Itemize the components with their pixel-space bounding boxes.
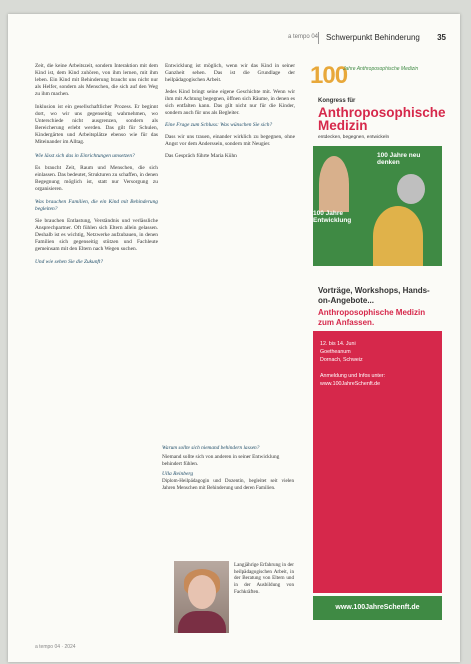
page-number: 35 — [437, 33, 446, 42]
photo-shirt — [178, 611, 226, 633]
ad-info-line: Dornach, Schweiz — [320, 357, 363, 363]
text-column-1 — [35, 63, 158, 271]
interview-question: Was brauchen Familien, die ein Kind mit Behinderung begleiten? — [35, 198, 158, 212]
person-photo-1 — [319, 156, 349, 212]
ad-offer: Vorträge, Workshops, Hands-on-Angebote... — [318, 286, 430, 305]
paragraph: Dass wir uns trauen, einander wirklich zu begegnen, ohne Angst vor dem Anderssein, sondern mit Neugier. — [165, 134, 295, 148]
infobox-question: Warum sollte sich niemand behindern lassen? — [162, 445, 260, 451]
advertisement — [298, 54, 446, 654]
ad-claim: Anthroposophische Medizin zum Anfassen. — [318, 308, 426, 327]
ad-info-line: www.100JahreSchenft.de — [320, 381, 381, 387]
paragraph: Sie brauchen Entlastung, Verständnis und verlässliche Ansprechpartner. Oft fühlen sich Eltern allein gelassen. Deshalb ist es wichtig, Netzwerke aufzubauen, in denen Familien sich gegenseitig stützen und Fachleute gemeinsam mit den Eltern nach Wegen suchen. — [35, 217, 158, 253]
ad-years-top: 100 Jahre neu denken — [377, 152, 421, 166]
ad-info-line: Anmeldung und Infos unter: — [320, 373, 386, 379]
interview-question: Wie lässt sich das in Einrichtungen umsetzen? — [35, 152, 135, 159]
author-infobox — [162, 445, 294, 645]
running-header — [288, 32, 446, 46]
byline: Das Gespräch führte Maria Kühn — [165, 153, 237, 160]
ad-kicker: Kongress für — [318, 98, 356, 104]
magazine-page — [8, 14, 460, 662]
author-photo — [174, 561, 229, 633]
paragraph: Zeit, die keine Arbeitszeit, sondern Interaktion mit dem Kind ist, dem Kind zuhören, von ihm lernen, mit ihm leben. Ein Kind mit Behinderung braucht uns nicht nur als Helfer, sondern als Menschen, die sich auf den Weg zu ihm machen. — [35, 63, 158, 98]
logo-subtitle: Jahre Anthroposophische Medizin — [343, 66, 419, 72]
ad-info-line: Goetheanum — [320, 349, 351, 355]
author-bio: Diplom-Heilpädagogin und Dozentin, begleitet seit vielen Jahren Menschen mit Behinderung und deren Familien. — [162, 478, 294, 491]
anniversary-logo: 100 — [310, 62, 348, 89]
person-photo-2 — [397, 174, 425, 204]
text-column-2 — [165, 63, 295, 166]
ad-info-line: 12. bis 14. Juni — [320, 341, 356, 347]
section-title: Schwerpunkt Behinderung — [326, 33, 420, 42]
ad-tagline: entdecken, begegnen, entwickeln — [318, 135, 390, 140]
ad-title: Anthroposophische Medizin — [318, 105, 446, 133]
ad-info-box — [313, 331, 442, 593]
ad-years-bottom: 100 Jahre Entwicklung — [313, 210, 352, 224]
page-footer: a tempo 04 · 2024 — [35, 644, 76, 650]
paragraph: Entwicklung ist möglich, wenn wir das Kind in seiner Ganzheit sehen. Das ist die Grundlage der heilpädagogischen Arbeit. — [165, 63, 295, 84]
interview-question: Und wie sehen Sie die Zukunft? — [35, 259, 104, 266]
ad-photo-panel — [313, 146, 442, 266]
author-bio-continued: Langjährige Erfahrung in der heilpädagogischen Arbeit, in der Beratung von Eltern und in der Ausbildung von Fachkräften. — [234, 562, 294, 595]
magazine-name: a tempo 04 — [288, 34, 319, 40]
person-photo-3 — [373, 206, 423, 266]
author-name: Ulla Reinberg — [162, 471, 194, 477]
ad-url[interactable]: www.100JahreSchenft.de — [313, 596, 442, 620]
infobox-answer: Niemand sollte sich von anderen in seiner Entwicklung behindert fühlen. — [162, 454, 280, 467]
paragraph: Jedes Kind bringt seine eigene Geschichte mit. Wenn wir ihm mit Achtung begegnen, öffnen sich Räume, in denen es sich entfalten kann. Das gilt nicht nur für die Kinder, sondern auch für uns als Begleiter. — [165, 89, 295, 117]
photo-face — [188, 575, 216, 609]
paragraph: Inklusion ist ein gesellschaftlicher Prozess. Er beginnt dort, wo wir uns gegenseitig wahrnehmen, wo Unterschiede nicht ausgrenzen, sondern als Bereicherung erlebt werden. Das gilt für Schulen, Kindergärten und Arbeitsplätze ebenso wie für das Miteinander im Alltag. — [35, 104, 158, 146]
interview-question: Eine Frage zum Schluss: Was wünschen Sie sich? — [165, 122, 273, 129]
paragraph: Es braucht Zeit, Raum und Menschen, die sich einlassen. Das bedeutet, Strukturen zu schaffen, in denen Begegnung möglich ist, statt nur Versorgung zu organisieren. — [35, 164, 158, 192]
header-divider — [318, 32, 319, 44]
